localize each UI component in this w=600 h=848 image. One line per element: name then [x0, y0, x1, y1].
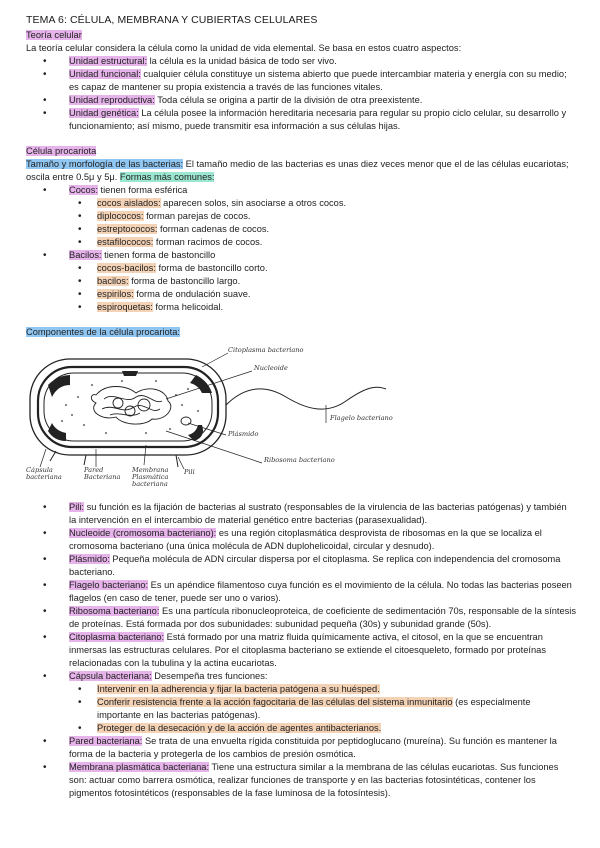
list-item: • Unidad estructural: la célula es la unidad básica de todo ser vivo.	[26, 55, 576, 68]
diagram-label-capsula: Cápsula bacteriana	[26, 466, 62, 481]
list-item: • Flagelo bacteriano: Es un apéndice filamentoso cuya función es el movimiento de la célula. No todas las bacterias poseen flagelos (en caso de tener, puede ser uno o varios).	[26, 579, 576, 605]
list-item: • bacilos: forma de bastoncillo largo.	[26, 275, 576, 288]
diagram-label-plasmido: Plásmido	[228, 430, 259, 438]
teoria-intro: La teoría celular considera la célula como la unidad de vida elemental. Se basa en estos cuatro aspectos:	[26, 43, 462, 53]
componentes-heading: Componentes de la célula procariota:	[26, 327, 181, 337]
procariota-intro: Tamaño y morfología de las bacterias: El tamaño medio de las bacterias es unas diez veces menor que el de las células eucariotas; oscila entre 0.5μ y 5μ. Formas más comunes:	[26, 159, 569, 182]
teoria-heading: Teoría celular	[26, 30, 82, 40]
list-item: • Pili: su función es la fijación de bacterias al sustrato (responsables de la virulencia de las bacterias patógenas) y también la intervención en el intercambio de material genético entre bacterias (parasexualidad).	[26, 501, 576, 527]
list-item: • estreptococos: forman cadenas de cocos.	[26, 223, 576, 236]
list-item: • diplococos: forman parejas de cocos.	[26, 210, 576, 223]
list-item: • estafilococos: forman racimos de cocos.	[26, 236, 576, 249]
list-item: • Cocos: tienen forma esférica • cocos aislados: aparecen solos, sin asociarse a otros cocos. • diplococos: forman parejas de cocos. • estreptococos: forman cadenas de cocos. • estafilococos: forman racimos de cocos.	[26, 184, 576, 249]
list-item: • Unidad reproductiva: Toda célula se origina a partir de la división de otra preexistente.	[26, 94, 576, 107]
teoria-list	[26, 55, 576, 133]
diagram-label-citoplasma: Citoplasma bacteriano	[228, 346, 304, 354]
list-item: • Bacilos: tienen forma de bastoncillo • cocos-bacilos: forma de bastoncillo corto. • bacilos: forma de bastoncillo largo. • espirilos: forma de ondulación suave. • espiroquetas: forma helicoidal.	[26, 249, 576, 314]
procariota-heading: Célula procariota	[26, 146, 97, 156]
list-item: • espirilos: forma de ondulación suave.	[26, 288, 576, 301]
list-item: • espiroquetas: forma helicoidal.	[26, 301, 576, 314]
list-item: • Plásmido: Pequeña molécula de ADN circular dispersa por el citoplasma. Se replica con independencia del cromosoma bacteriano.	[26, 553, 576, 579]
diagram-label-flagelo: Flagelo bacteriano	[330, 414, 393, 422]
list-item: • Membrana plasmática bacteriana: Tiene una estructura similar a la membrana de las células eucariotas. Sus funciones son: actuar como barrera osmótica, realizar funciones de transporte y en las bacterias fotosintéticas, contener los pigmentos fotosintéticos (responsables de la fase luminosa de la fotosíntesis).	[26, 761, 576, 800]
list-item: • Unidad genética: La célula posee la información hereditaria necesaria para regular su propio ciclo celular, su desarrollo y funcionamiento; así mismo, puede transmitir esa información a sus células hijas.	[26, 107, 576, 133]
list-item: • Citoplasma bacteriano: Está formado por una matriz fluida químicamente activa, el citosol, en la que se encuentran inmersas las estructuras celulares. Por el citoplasma bacteriano se extiende el citoesqueleto, formado por proteínas relacionadas con la tubulina y la actina eucariotas.	[26, 631, 576, 670]
diagram-label-membrana: Membrana Plasmática bacteriana	[132, 466, 169, 488]
diagram-label-nucleoide: Nucleoide	[254, 364, 288, 372]
list-item: • Unidad funcional: cualquier célula constituye un sistema abierto que puede intercambiar materia y energía con su medio; es capaz de mantener su propia existencia a través de las funciones vitales.	[26, 68, 576, 94]
list-item: • cocos aislados: aparecen solos, sin asociarse a otros cocos.	[26, 197, 576, 210]
list-item: • Intervenir en la adherencia y fijar la bacteria patógena a su huésped.	[26, 683, 576, 696]
list-item: • Nucleoide (cromosoma bacteriano): es una región citoplasmática desprovista de ribosomas en la que se localiza el cromosoma bacteriano (una única molécula de ADN duplohelicoidal, circular y desnudo).	[26, 527, 576, 553]
diagram-label-pared: Pared Bacteriana	[84, 466, 121, 481]
list-item: • Conferir resistencia frente a la acción fagocitaria de las células del sistema inmunitario (es especialmente importante en las bacterias patógenas).	[26, 696, 576, 722]
list-item: • Pared bacteriana: Se trata de una envuelta rígida constituida por peptidoglucano (mureína). Su función es mantener la forma de la bacteria y protegerla de los cambios de presión osmótica.	[26, 735, 576, 761]
componentes-list	[26, 501, 576, 800]
list-item: • cocos-bacilos: forma de bastoncillo corto.	[26, 262, 576, 275]
list-item: • Cápsula bacteriana: Desempeña tres funciones: • Intervenir en la adherencia y fijar la bacteria patógena a su huésped. • Conferir resistencia frente a la acción fagocitaria de las células del sistema inmunitario (es especialmente importante en las bacterias patógenas). • Proteger de la desecación y de la acción de agentes antibacterianos.	[26, 670, 576, 735]
diagram-label-ribosoma: Ribosoma bacteriano	[264, 456, 335, 464]
page-title: TEMA 6: CÉLULA, MEMBRANA Y CUBIERTAS CELULARES	[26, 14, 318, 26]
list-item: • Proteger de la desecación y de la acción de agentes antibacterianos.	[26, 722, 576, 735]
bacteria-diagram	[26, 345, 446, 495]
list-item: • Ribosoma bacteriano: Es una partícula ribonucleoproteica, de coeficiente de sedimentación 70s, responsable de la síntesis de proteínas. Está formada por dos subunidades: subunidad pequeña (30s) y subunidad grande (50s).	[26, 605, 576, 631]
formas-list	[26, 184, 576, 314]
diagram-label-pili: Pili	[184, 468, 195, 476]
